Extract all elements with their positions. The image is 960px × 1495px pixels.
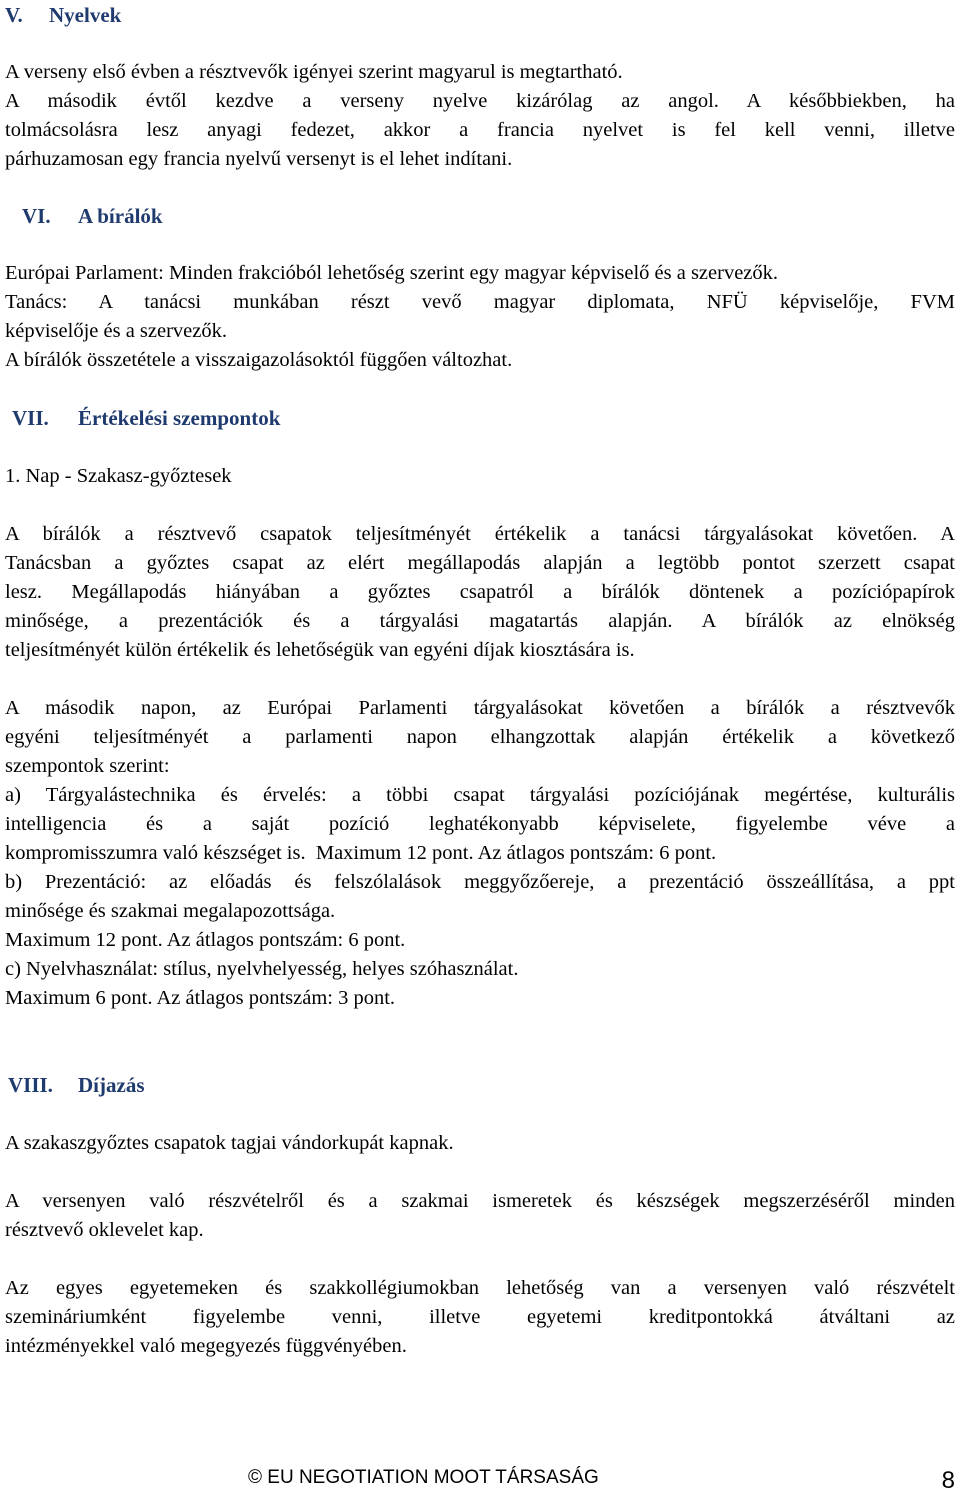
section-heading-v [5,1,955,30]
subheading-day-one: 1. Nap - Szakasz-győztesek [5,465,232,487]
text-line: A verseny első évben a résztvevők igényei szerint magyarul is megtartható. [5,61,623,83]
text-line: szemináriumként figyelembe venni, illetve egyetemi kreditpontokká átváltani az [5,1306,955,1328]
section-title: Nyelvek [49,3,122,27]
text-line: A második évtől kezdve a verseny nyelve kizárólag az angol. A későbbiekben, ha [5,90,955,112]
section-number: V. [5,3,23,27]
text-line: résztvevő oklevelet kap. [5,1219,204,1241]
text-line: intelligencia és a saját pozíció leghatékonyabb képviselete, figyelembe véve a [5,813,955,835]
text-line: A versenyen való részvételről és a szakmai ismeretek és készségek megszerzéséről minden [5,1190,955,1212]
section-number: VIII. [8,1073,53,1097]
section-title: Értékelési szempontok [78,406,281,430]
paragraph-languages [5,58,955,174]
text-line: szempontok szerint: [5,755,170,777]
criterion-b [5,868,955,955]
text-line: minősége és szakmai megalapozottsága. [5,900,336,922]
text-line: Tanács: A tanácsi munkában részt vevő magyar diplomata, NFÜ képviselője, FVM [5,291,955,313]
text-line: A második napon, az Európai Parlamenti tárgyalásokat követően a bírálók a résztvevők [5,697,955,719]
text-line: b) Prezentáció: az előadás és felszólalások meggyőzőereje, a prezentáció összeállítása, a ppt [5,871,955,893]
paragraph-day-two [5,694,955,781]
text-line: A bírálók a résztvevő csapatok teljesítményét értékelik a tanácsi tárgyalásokat követően. A [5,523,955,545]
text-line: Európai Parlament: Minden frakcióból lehetőség szerint egy magyar képviselő és a szervezők. [5,262,779,284]
footer-copyright: © EU NEGOTIATION MOOT TÁRSASÁG [248,1467,599,1488]
section-title: Díjazás [78,1073,145,1097]
text-line: párhuzamosan egy francia nyelvű versenyt is el lehet indítani. [5,148,513,170]
section-title: A bírálók [78,204,163,228]
section-number: VII. [12,406,49,430]
text-line: teljesítményét külön értékelik és lehetőségük van egyéni díjak kiosztására is. [5,639,635,661]
text-line: tolmácsolásra lesz anyagi fedezet, akkor a francia nyelvet is fel kell venni, illetve [5,119,955,141]
text-line: egyéni teljesítményét a parlamenti napon elhangzottak alapján értékelik a következő [5,726,955,748]
criterion-c [5,955,955,1013]
paragraph-certificate [5,1187,955,1245]
paragraph-trophy: A szakaszgyőztes csapatok tagjai vándorkupát kapnak. [5,1132,454,1154]
text-line: Maximum 12 pont. Az átlagos pontszám: 6 pont. [5,929,406,951]
text-line: intézményekkel való megegyezés függvényében. [5,1335,407,1357]
paragraph-credits [5,1274,955,1361]
text-line: c) Nyelvhasználat: stílus, nyelvhelyesség, helyes szóhasználat. [5,958,519,980]
text-line: képviselője és a szervezők. [5,320,227,342]
text-line: A bírálók összetétele a visszaigazolásoktól függően változhat. [5,349,513,371]
paragraph-day-one [5,520,955,665]
section-heading-vii [12,404,960,433]
text-line: kompromisszumra való készséget is. Maximum 12 pont. Az átlagos pontszám: 6 pont. [5,842,717,864]
section-number: VI. [22,204,51,228]
text-line: minősége, a prezentációk és a tárgyalási magatartás alapján. A bírálók az elnökség [5,610,955,632]
criterion-a [5,781,955,868]
text-line: Maximum 6 pont. Az átlagos pontszám: 3 pont. [5,987,396,1009]
section-heading-viii [8,1071,958,1100]
text-line: Az egyes egyetemeken és szakkollégiumokban lehetőség van a versenyen való részvételt [5,1277,955,1299]
text-line: Tanácsban a győztes csapat az elért megállapodás alapján a legtöbb pontot szerzett csapat [5,552,955,574]
text-line: lesz. Megállapodás hiányában a győztes csapatról a bírálók döntenek a pozíciópapírok [5,581,955,603]
page-footer [0,1462,960,1492]
text-line: a) Tárgyalástechnika és érvelés: a többi csapat tárgyalási pozíciójának megértése, kulturális [5,784,955,806]
section-heading-vi [22,202,960,231]
paragraph-reviewers [5,259,955,375]
page-number: 8 [941,1467,955,1494]
